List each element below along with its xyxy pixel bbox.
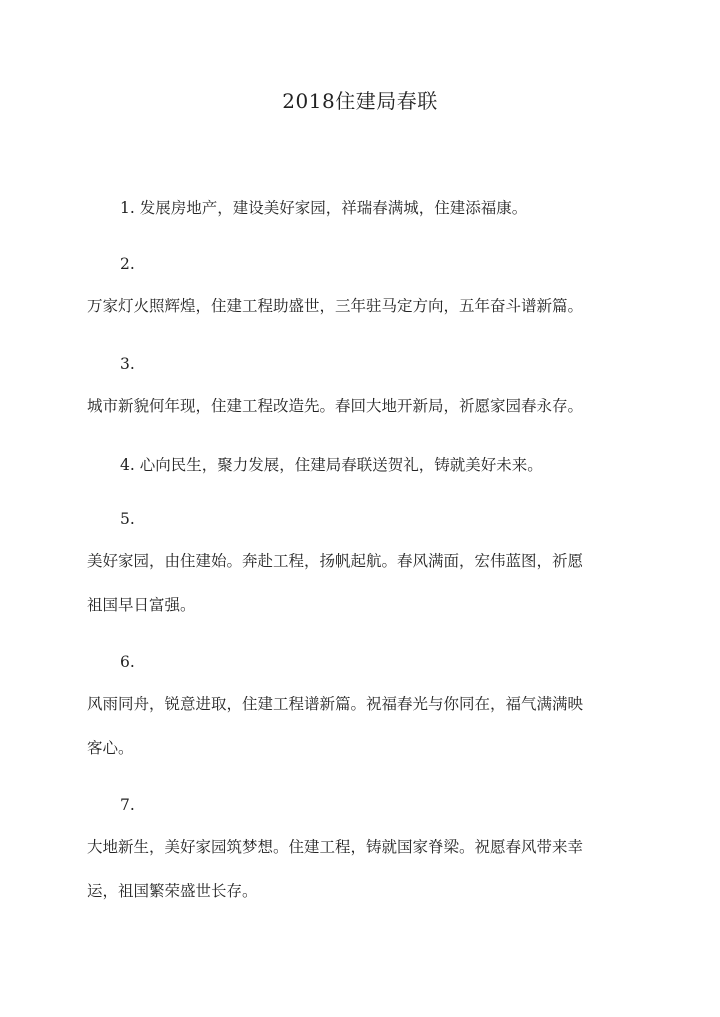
couplet-5-text-line-1: 美好家园，由住建始。奔赴工程，扬帆起航。春风满面，宏伟蓝图，祈愿 xyxy=(87,552,584,570)
couplet-6-text-line-2: 客心。 xyxy=(87,739,134,757)
couplet-7-text-line-1: 大地新生，美好家园筑梦想。住建工程，铸就国家脊梁。祝愿春风带来幸 xyxy=(87,838,584,856)
couplet-2-text: 万家灯火照辉煌，住建工程助盛世，三年驻马定方向，五年奋斗谱新篇。 xyxy=(87,297,584,315)
couplet-3-number: 3. xyxy=(120,355,135,373)
couplet-1: 1. 发展房地产，建设美好家园，祥瑞春满城，住建添福康。 xyxy=(120,199,528,217)
couplet-7-text-line-2: 运，祖国繁荣盛世长存。 xyxy=(87,882,258,900)
couplet-5-text-line-2: 祖国早日富强。 xyxy=(87,596,196,614)
couplet-7-number: 7. xyxy=(120,796,135,814)
couplet-6-number: 6. xyxy=(120,653,135,671)
couplet-2-number: 2. xyxy=(120,255,135,273)
couplet-5-number: 5. xyxy=(120,510,135,528)
document-title: 2018住建局春联 xyxy=(282,89,438,113)
couplet-6-text-line-1: 风雨同舟，锐意进取，住建工程谱新篇。祝福春光与你同在，福气满满映 xyxy=(87,695,584,713)
couplet-4: 4. 心向民生，聚力发展，住建局春联送贺礼，铸就美好未来。 xyxy=(120,456,543,474)
couplet-3-text: 城市新貌何年现，住建工程改造先。春回大地开新局，祈愿家园春永存。 xyxy=(87,397,584,415)
